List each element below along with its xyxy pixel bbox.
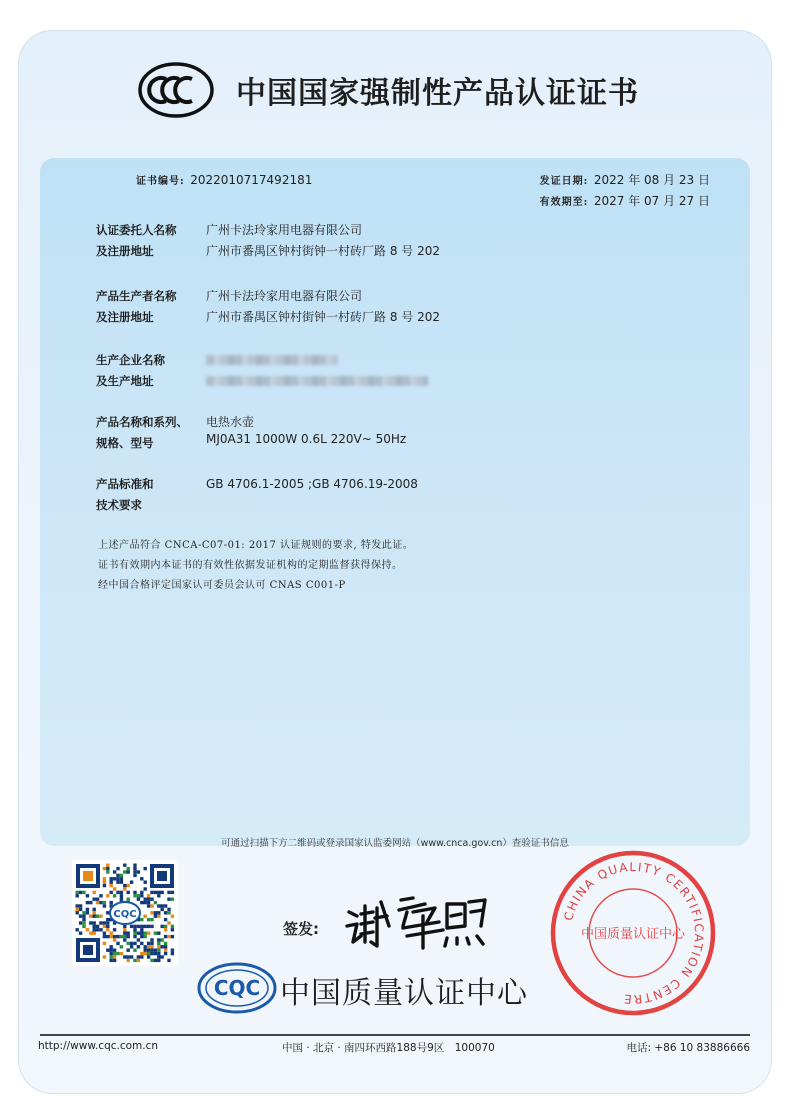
seal-inner-text: 中国质量认证中心 (580, 927, 686, 942)
cert-no-value: 2022010717492181 (190, 173, 313, 187)
certificate-body-panel (40, 158, 750, 846)
expiry-date-value: 2027 年 07 月 27 日 (593, 194, 710, 208)
factory-address-redacted (206, 371, 428, 386)
footer-website[interactable]: http://www.cqc.com.cn (38, 1040, 159, 1052)
cert-no-label: 证书编号: (136, 176, 185, 187)
note-line: 经中国合格评定国家认可委员会认可 CNAS C001-P (98, 580, 346, 591)
product-label: 产品名称和系列、 (96, 415, 188, 429)
product-name: 电热水壶 (206, 415, 255, 429)
applicant-label: 认证委托人名称 (96, 223, 177, 237)
product-model: MJ0A31 1000W 0.6L 220V~ 50Hz (206, 432, 407, 446)
factory-name-redacted (206, 350, 338, 365)
cqc-logo-text: CQC (213, 976, 261, 1000)
footer-phone: 电话: +86 10 83886666 (626, 1042, 750, 1054)
note-line: 证书有效期内本证书的有效性依据发证机构的定期监督获得保持。 (98, 560, 403, 571)
applicant-label-2: 及注册地址 (96, 244, 154, 258)
ccc-logo-icon (138, 62, 214, 118)
qr-center-logo: CQC (113, 909, 137, 920)
signature-label: 签发: (283, 920, 319, 938)
manufacturer-label: 产品生产者名称 (96, 289, 177, 303)
official-seal (548, 848, 718, 1018)
factory-label-2: 及生产地址 (96, 374, 154, 388)
manufacturer-address: 广州市番禺区钟村街钟一村砖厂路 8 号 202 (206, 310, 440, 324)
seal-outer-text: CHINA QUALITY CERTIFICATION CENTRE (561, 859, 707, 1007)
certificate-notes (98, 536, 413, 596)
certificate-dates (540, 170, 710, 212)
applicant-address: 广州市番禺区钟村街钟一村砖厂路 8 号 202 (206, 244, 440, 258)
applicant-name: 广州卡法玲家用电器有限公司 (206, 223, 363, 237)
product-label-2: 规格、型号 (96, 436, 154, 450)
qr-code-icon[interactable] (72, 860, 178, 966)
standard-label-2: 技术要求 (96, 498, 142, 512)
issuer-name: 中国质量认证中心 (280, 976, 528, 1011)
standard-value: GB 4706.1-2005 ;GB 4706.19-2008 (206, 477, 418, 491)
footer-address: 中国 · 北京 · 南四环西路188号9区 100070 (282, 1042, 495, 1054)
certificate-title: 中国国家强制性产品认证证书 (236, 76, 639, 111)
certificate (18, 30, 772, 1094)
certificate-number (136, 170, 312, 191)
factory-label: 生产企业名称 (96, 353, 165, 367)
issue-date-value: 2022 年 08 月 23 日 (593, 173, 710, 187)
standard-label: 产品标准和 (96, 477, 154, 491)
footer-divider (40, 1034, 750, 1036)
issue-date-label: 发证日期: (539, 176, 589, 187)
certificate-header (18, 30, 772, 160)
manufacturer-label-2: 及注册地址 (96, 310, 154, 324)
manufacturer-name: 广州卡法玲家用电器有限公司 (206, 289, 363, 303)
note-line: 上述产品符合 CNCA-C07-01: 2017 认证规则的要求, 特发此证。 (98, 540, 414, 551)
cqc-logo-icon (196, 960, 278, 1016)
verification-note: 可通过扫描下方二维码或登录国家认监委网站（www.cnca.gov.cn）查验证书信息 (221, 838, 569, 849)
signature-handwritten (343, 892, 493, 952)
expiry-date-label: 有效期至: (539, 197, 589, 208)
